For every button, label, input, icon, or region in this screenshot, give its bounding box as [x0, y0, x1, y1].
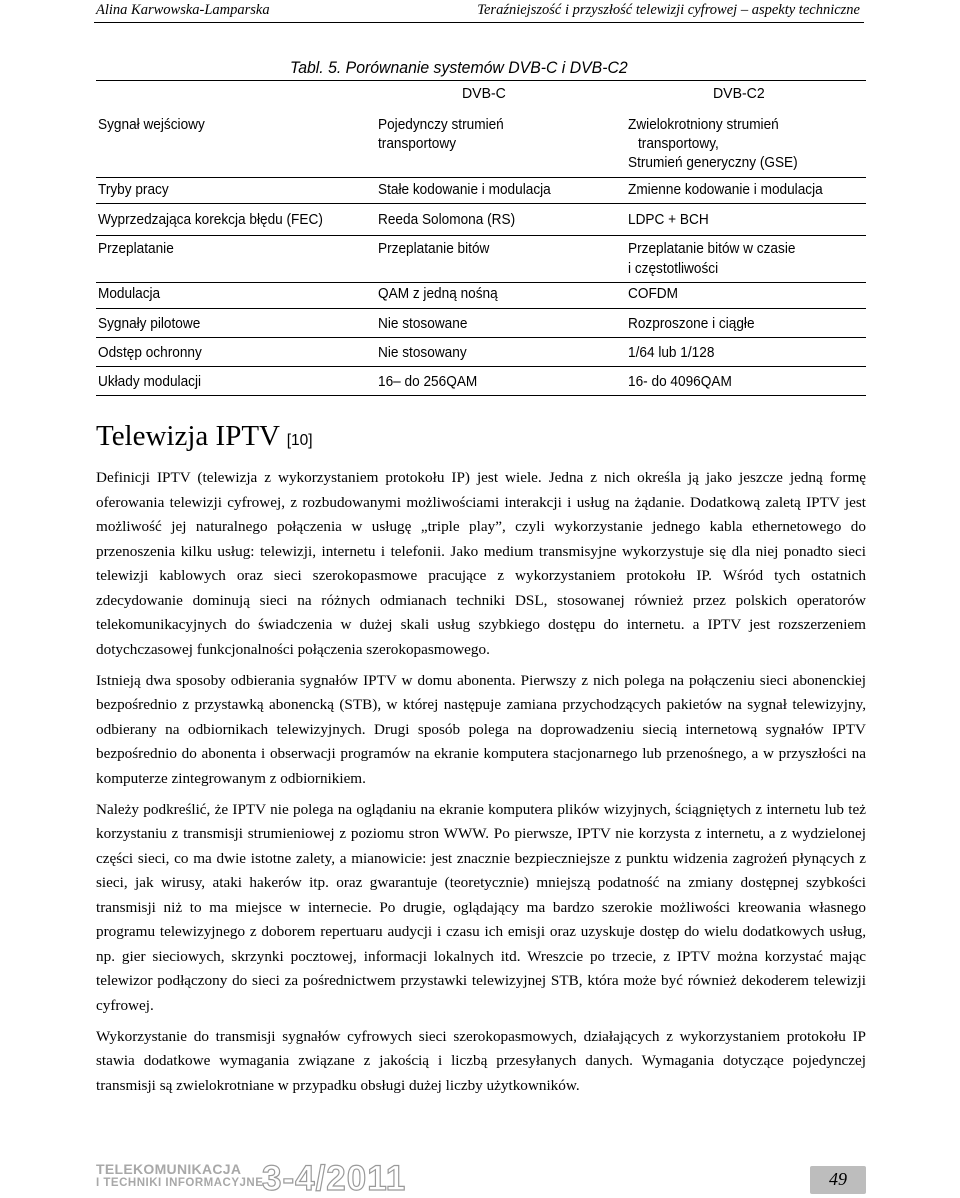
row-label-fec: Wyprzedzająca korekcja błędu (FEC)	[98, 212, 323, 228]
cell-dvb-c-input-line1: Pojedynczy strumień	[378, 117, 504, 133]
cell-dvb-c-input-line2: transportowy	[378, 136, 457, 152]
table-rule	[96, 366, 866, 367]
cell-dvb-c-modulation: QAM z jedną nośną	[378, 286, 498, 302]
column-header-dvb-c: DVB-C	[462, 85, 506, 102]
page-number-box	[810, 1166, 866, 1194]
article-body	[96, 466, 866, 1105]
cell-dvb-c-interleaving: Przeplatanie bitów	[378, 241, 490, 257]
cell-dvb-c2-guard: 1/64 lub 1/128	[628, 345, 715, 361]
cell-dvb-c2-input-line2: transportowy,	[638, 136, 719, 152]
cell-dvb-c-guard: Nie stosowany	[378, 345, 467, 361]
section-reference: [10]	[286, 432, 313, 449]
cell-dvb-c-schemes: 16– do 256QAM	[378, 374, 478, 390]
cell-dvb-c2-fec: LDPC + BCH	[628, 212, 709, 228]
comparison-table	[96, 80, 866, 395]
cell-dvb-c-modes: Stałe kodowanie i modulacja	[378, 182, 551, 198]
table-rule	[96, 177, 866, 178]
cell-dvb-c2-interleaving-line1: Przeplatanie bitów w czasie	[628, 241, 796, 257]
journal-logo-line2: I TECHNIKI INFORMACYJNE	[96, 1177, 264, 1189]
running-header-author: Alina Karwowska-Lamparska	[96, 2, 270, 18]
paragraph: Istnieją dwa sposoby odbierania sygnałów IPTV w domu abonenta. Pierwszy z nich polega na połączeniu sieci abonenckiej bezpośrednio z przystawką abonencką (STB), w której następuje zamiana przychodzących pakietów na sygnał telewizyjny, odbierany na odbiornikach telewizyjnych. Drugi sposób polega na doprowadzeniu siecią internetową sygnałów IPTV bezpośrednio do abonenta i obserwacji programów na ekranie komputera stacjonarnego lub przenośnego, a w przyszłości na komputerze zintegrowanym z odbiornikiem.	[96, 671, 866, 787]
table-rule	[96, 282, 866, 283]
journal-logo-line1: TELEKOMUNIKACJA	[96, 1161, 242, 1177]
column-header-dvb-c2: DVB-C2	[713, 85, 765, 102]
row-label-operating-modes: Tryby pracy	[98, 182, 169, 198]
cell-dvb-c2-schemes: 16- do 4096QAM	[628, 374, 732, 390]
running-header-title: Teraźniejszość i przyszłość telewizji cyfrowej – aspekty techniczne	[477, 2, 860, 18]
header-rule	[94, 22, 864, 23]
table-top-rule	[96, 80, 866, 81]
paragraph: Wykorzystanie do transmisji sygnałów cyfrowych sieci szerokopasmowych, działających z wykorzystaniem protokołu IP stawia dodatkowe wymagania związane z jakością i liczbą przesyłanych danych. Wymagania dotyczące pojedynczej transmisji są zwielokrotniane w przypadku obsługi dużej liczby użytkowników.	[96, 1027, 866, 1094]
section-heading	[96, 420, 313, 453]
page-number: 49	[829, 1169, 847, 1189]
cell-dvb-c2-interleaving-line2: i częstotliwości	[628, 261, 719, 277]
table-rule	[96, 337, 866, 338]
table-caption: Tabl. 5. Porównanie systemów DVB-C i DVB-C2	[290, 58, 628, 77]
paragraph: Definicji IPTV (telewizja z wykorzystaniem protokołu IP) jest wiele. Jedna z nich określa ją jako jeszcze jedną formę oferowania telewizji cyfrowej, z rozbudowanymi możliwościami interakcji i usług na żądanie. Dodatkową zaletą IPTV jest możliwość jej naturalnego połączenia w usługę „triple play”, czyli wykorzystanie jednego kabla ethernetowego do przenoszenia kilku usług: telewizji, internetu i telefonii. Jako medium transmisyjne wykorzystuje się dla niej ponadto sieci telewizji kablowych oraz sieci szerokopasmowe pracujące z wykorzystaniem protokołu IP. Wśród tych ostatnich zdecydowanie dominują sieci na różnych odmianach techniki DSL, stosowanej również przez polskich operatorów telekomunikacyjnych do świadczenia w dużej skali usług szybkiego dostępu do internetu. a IPTV jest rozszerzeniem dotychczasowej funkcjonalności połączenia szerokopasmowego.	[96, 469, 866, 658]
row-label-guard-interval: Odstęp ochronny	[98, 345, 202, 361]
journal-logo	[96, 1162, 263, 1190]
table-rule	[96, 235, 866, 236]
table-rule	[96, 308, 866, 309]
table-bottom-rule	[96, 395, 866, 396]
paragraph: Należy podkreślić, że IPTV nie polega na oglądaniu na ekranie komputera plików wizyjnych, ściągniętych z internetu lub też korzystaniu z transmisji strumieniowej z poziomu stron WWW. Po pierwsze, IPTV nie korzysta z internetu, a z wydzielonej części sieci, co ma dwie istotne zalety, a mianowicie: jest znacznie bezpieczniejsze z punktu widzenia zagrożeń płynących z sieci, jak wirusy, ataki hakerów itp. oraz gwarantuje (teoretycznie) mniejszą podatność na zmiany dostępnej szybkości transmisji niż to ma miejsce w internecie. Po drugie, oglądający ma bardzo szerokie możliwości kreowania własnego programu telewizyjnego z doborem repertuaru audycji i czasu ich emisji oraz uzyskuje dostęp do wielu dodatkowych usług, np. gier sieciowych, skrzynki pocztowej, informacji lokalnych itd. Wreszcie po trzecie, z IPTV można korzystać mając telewizor podłączony do sieci za pośrednictwem przystawki telewizyjnej STB, która może być również dekoderem telewizji cyfrowej.	[96, 800, 866, 1014]
row-label-modulation: Modulacja	[98, 286, 161, 302]
row-label-input-signal: Sygnał wejściowy	[98, 117, 205, 133]
cell-dvb-c-pilots: Nie stosowane	[378, 316, 468, 332]
row-label-pilot-signals: Sygnały pilotowe	[98, 316, 201, 332]
cell-dvb-c2-pilots: Rozproszone i ciągłe	[628, 316, 755, 332]
row-label-modulation-schemes: Układy modulacji	[98, 374, 202, 390]
table-rule	[96, 203, 866, 204]
cell-dvb-c2-input-line1: Zwielokrotniony strumień	[628, 117, 779, 133]
row-label-interleaving: Przeplatanie	[98, 241, 174, 257]
cell-dvb-c-fec: Reeda Solomona (RS)	[378, 212, 516, 228]
cell-dvb-c2-input-line3: Strumień generyczny (GSE)	[628, 155, 798, 171]
section-heading-text: Telewizja IPTV	[96, 420, 280, 452]
issue-number: 3-4/2011	[262, 1159, 407, 1198]
cell-dvb-c2-modulation: COFDM	[628, 286, 678, 302]
cell-dvb-c2-modes: Zmienne kodowanie i modulacja	[628, 182, 823, 198]
